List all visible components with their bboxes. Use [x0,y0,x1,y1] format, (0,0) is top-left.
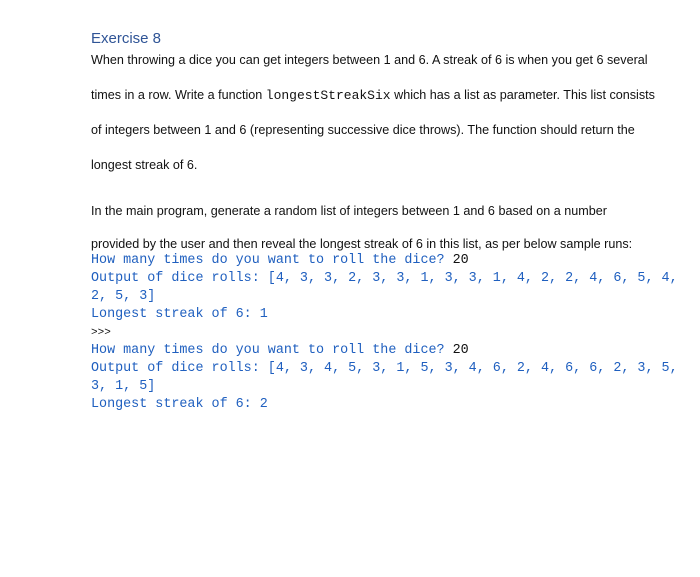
run2-input: 20 [452,343,469,358]
run1-prompt: How many times do you want to roll the dice? [91,253,453,268]
paragraph2-line1: In the main program, generate a random list of integers between 1 and 6 based on a number [91,204,607,218]
run1-input: 20 [452,253,469,268]
run2-output-line2: 3, 1, 5] [91,379,156,394]
run1-result: Longest streak of 6: 1 [91,307,268,322]
paragraph1-line2-end: which has a list as parameter. This list consists [390,88,655,102]
paragraph1-line2-start: times in a row. Write a function [91,88,266,102]
paragraph1-line4: longest streak of 6. [91,158,198,172]
run2-prompt-line [91,342,678,360]
paragraph1-line3: of integers between 1 and 6 (representing successive dice throws). The function should return the [91,123,635,137]
paragraph2-line2: provided by the user and then reveal the longest streak of 6 in this list, as per below sample runs: [91,237,633,251]
shell-prompt: >>> [91,327,111,339]
run2-result: Longest streak of 6: 2 [91,397,268,412]
run1-output-line2: 2, 5, 3] [91,289,156,304]
sample-run-output [91,252,678,414]
run1-prompt-line [91,252,678,270]
exercise-heading: Exercise 8 [91,30,162,47]
run2-output-line1: Output of dice rolls: [4, 3, 4, 5, 3, 1, 5, 3, 4, 6, 2, 4, 6, 6, 2, 3, 5, [91,361,678,376]
run2-prompt: How many times do you want to roll the dice? [91,343,453,358]
run1-output-line1: Output of dice rolls: [4, 3, 3, 2, 3, 3, 1, 3, 3, 1, 4, 2, 2, 4, 6, 5, 4, [91,271,678,286]
function-name-code: longestStreakSix [265,88,391,103]
paragraph1-line2 [91,88,655,103]
paragraph1-line1: When throwing a dice you can get integers between 1 and 6. A streak of 6 is when you get 6 several [91,53,648,67]
